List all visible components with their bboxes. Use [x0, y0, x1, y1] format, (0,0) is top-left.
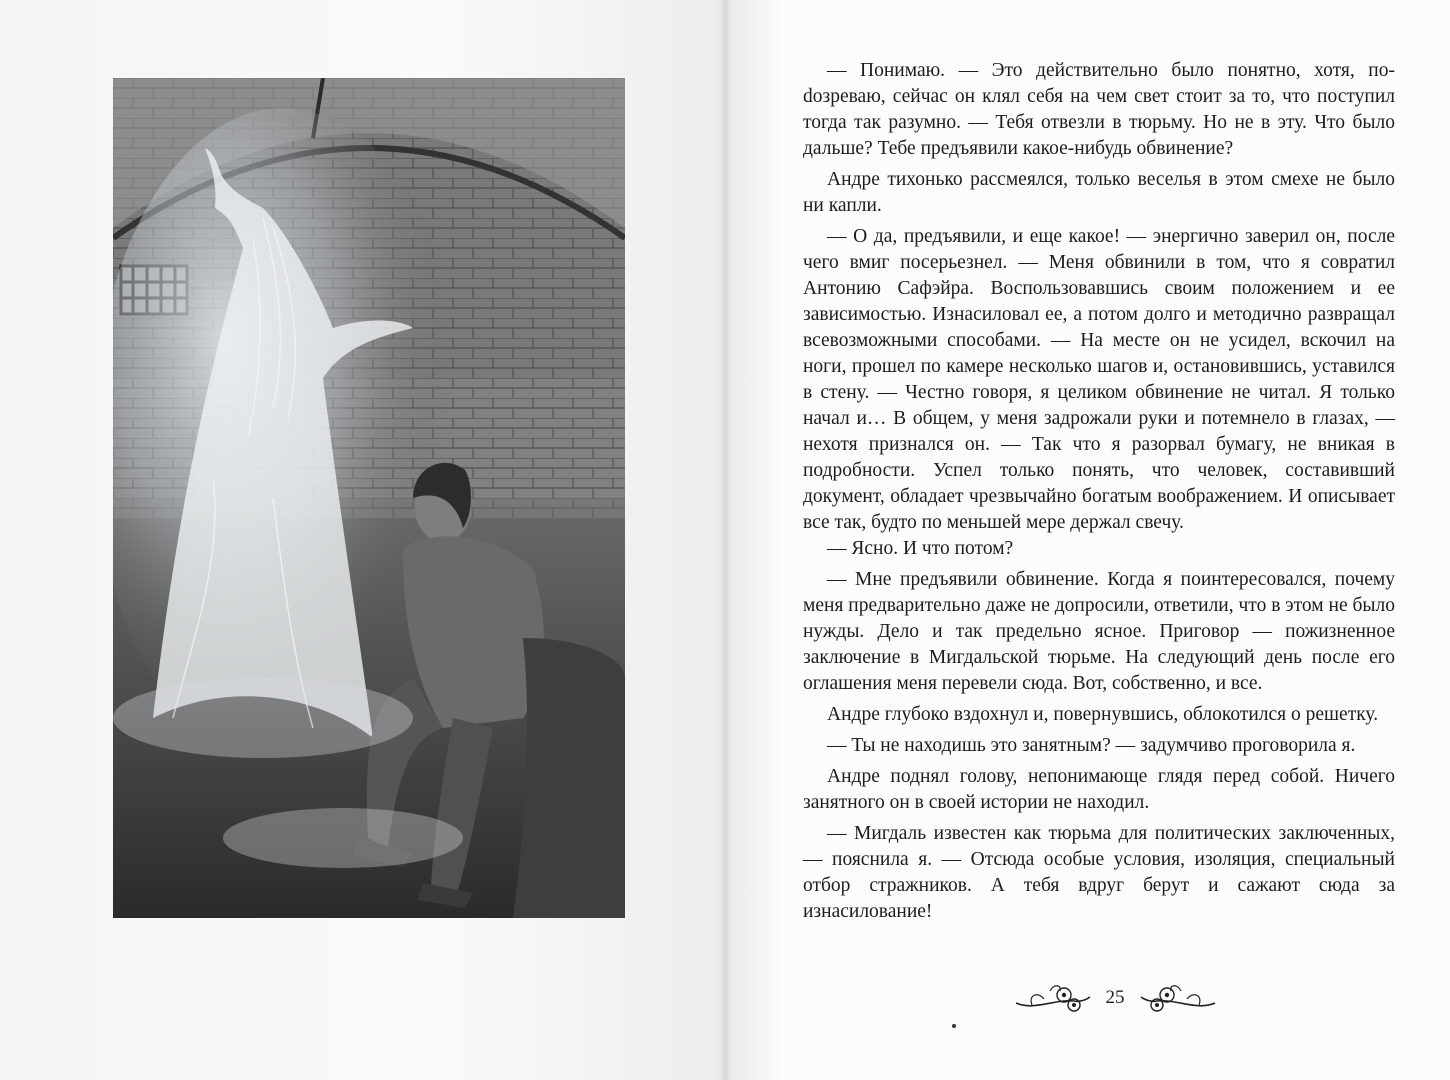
paragraph: — О да, предъявили, и еще какое! — энергично заверил он, после чего вмиг посерьезнел. — Меня обвинили в том, что я совратил Антонию Сафэйра. Воспользовавшись своим положением и ее зависимостью. Изнасиловал ее, а потом долго и методично развращал всевозможными способами. — На месте он не усидел, вскочил на ноги, прошел по камере несколько шагов и, остановившись, уставился в стену. — Честно говоря, я целиком обвинение не читал. Я только начал и… В общем, у меня задрожали руки и потемнело в глазах, — нехотя признался он. — Так что я разорвал бумагу, не вникая в подробности. Успел только понять, что человек, составивший документ, обладает чрезвычайно богатым воображением. И описывает все так, будто по меньшей мере держал свечу. — [803, 226, 1395, 533]
paragraph: — Ты не находишь это занятным? — задумчиво проговорила я. — [827, 735, 1356, 756]
paragraph: Андре глубоко вздохнул и, повернувшись, облокотился о решетку. — [827, 704, 1379, 725]
page-number: 25 — [1105, 987, 1125, 1008]
illustration-ghost-prisoner — [113, 78, 625, 918]
bleed-through-text — [60, 945, 460, 975]
page-footer — [1000, 980, 1230, 1016]
floral-ornament-left-icon — [1014, 981, 1092, 1015]
paragraph: — Ясно. И что потом? — [827, 538, 1014, 559]
paragraph: — Мигдаль известен как тюрьма для политических заключенных, — пояснила я. — Отсюда особые условия, изоляция, специальный отбор стражников. А тебя вдруг берут и сажают сюда за изнасилование! — [803, 823, 1395, 922]
floral-ornament-right-icon — [1139, 981, 1217, 1015]
paragraph: — Мне предъявили обвинение. Когда я поинтересовался, почему меня предварительно даже не допросили, ответили, что в этом не было нужды. Дело и так предельно ясное. Приговор — пожизненное заключение в Мигдальской тюрьме. На следующий день после его оглашения меня перевели сюда. Вот, собственно, и все. — [803, 569, 1395, 694]
book-gutter — [718, 0, 732, 1080]
body-text — [803, 58, 1395, 925]
paragraph: Андре поднял голову, непонимающе глядя перед собой. Ничего занятного он в своей истории не находил. — [803, 766, 1395, 813]
paragraph: — Понимаю. — Это действительно было понятно, хотя, поdозреваю, сейчас он клял себя на чем свет стоит за то, что поступил тогда так разумно. — Тебя отвезли в тюрьму. Но не в эту. Что было дальше? Тебе предъявили какое-нибудь обвинение? — [803, 60, 1395, 159]
paragraph: Андре тихонько рассмеялся, только веселья в этом смехе не было ни капли. — [803, 169, 1395, 216]
prison-cell-drawing — [113, 78, 625, 918]
print-speck — [952, 1024, 956, 1028]
